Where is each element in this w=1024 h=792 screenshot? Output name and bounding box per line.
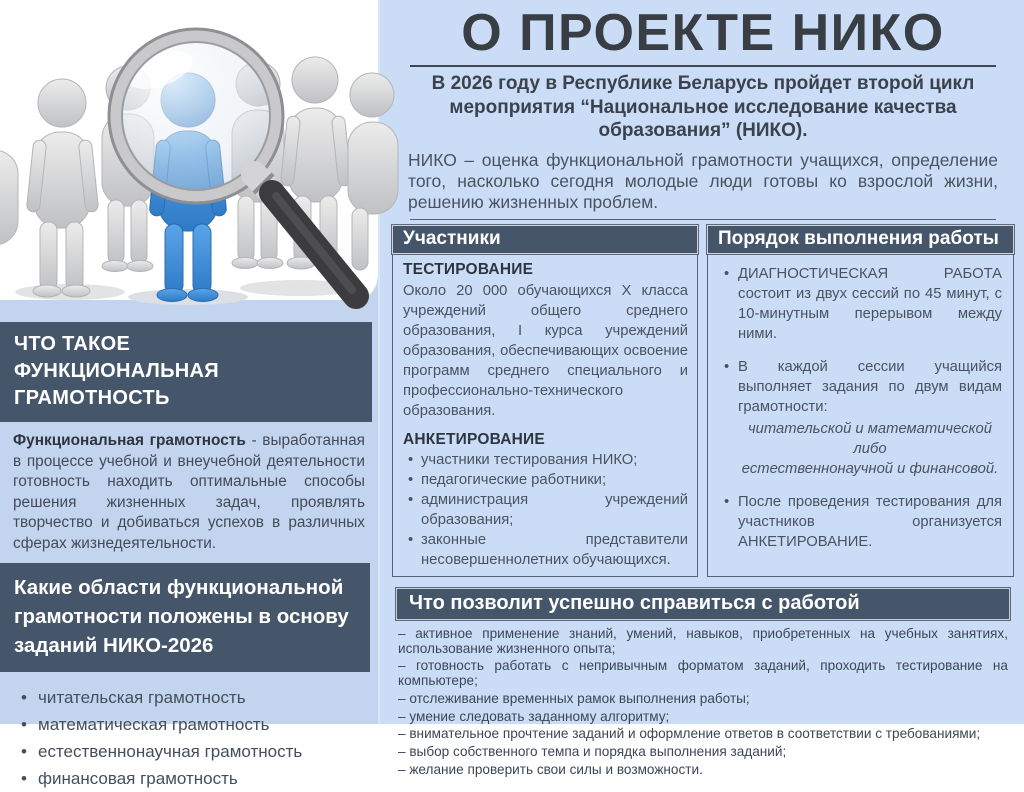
definition-rest: - выработанная в процессе учебной и внеучебной деятельности готовность находить оптимальные способы решения жизненных задач, проявлять творчество и добиваться успехов в различных сферах жизнедеятельности. — [13, 432, 365, 552]
success-section — [392, 588, 1014, 777]
procedure-panel — [707, 225, 1014, 577]
procedure-item-text: В каждой сессии учащийся выполняет задания по двум видам грамотности: — [738, 358, 1002, 415]
list-item: • ДИАГНОСТИЧЕСКАЯ РАБОТА состоит из двух сессий по 45 минут, с 10-минутным перерывом между ними. — [738, 264, 1002, 344]
survey-list — [421, 450, 688, 570]
participants-body — [392, 254, 698, 577]
sidebar — [0, 0, 378, 788]
list-item: • естественнонаучная грамотность — [38, 738, 368, 765]
definition-lead: Функциональная грамотность — [13, 432, 246, 449]
list-item — [738, 357, 1002, 479]
list-item: – внимательное прочтение заданий и оформление ответов в соответствии с требованиями; — [398, 726, 981, 742]
list-item: – умение следовать заданному алгоритму; — [398, 708, 670, 724]
list-item: • математическая грамотность — [38, 711, 368, 738]
list-item: • участники тестирования НИКО; — [421, 450, 688, 470]
participants-panel — [392, 225, 698, 577]
section-title-areas: Какие области функциональной грамотности положены в основу заданий НИКО-2026 — [0, 563, 370, 672]
list-item: • финансовая грамотность — [38, 765, 368, 792]
section-title-line: ЧТО ТАКОЕ — [14, 333, 131, 355]
list-item: • педагогические работники; — [421, 470, 688, 490]
main-content — [378, 0, 1024, 777]
section-title-line: ФУНКЦИОНАЛЬНАЯ ГРАМОТНОСТЬ — [14, 360, 219, 409]
definition-text — [0, 422, 378, 560]
intro-divider — [410, 219, 996, 220]
variant-line: либо — [853, 440, 887, 457]
participants-header: Участники — [392, 225, 698, 254]
section-title-what-is — [0, 322, 372, 422]
list-item: • законные представители несовершеннолетних обучающихся. — [421, 530, 688, 570]
survey-title: АНКЕТИРОВАНИЕ — [403, 430, 545, 448]
list-item: • После проведения тестирования для участников организуется АНКЕТИРОВАНИЕ. — [738, 492, 1002, 552]
team-magnifier-illustration — [0, 0, 378, 322]
list-item: – выбор собственного темпа и порядка выполнения заданий; — [398, 744, 787, 760]
intro-paragraph: НИКО – оценка функциональной грамотности учащихся, определение того, насколько сегодня молодые люди готовы ко взрослой жизни, решению жизненных проблем. — [408, 149, 998, 212]
procedure-header: Порядок выполнения работы — [707, 225, 1014, 254]
success-list — [398, 626, 1008, 777]
list-item: – готовность работать с непривычным форматом заданий, проходить тестирование на компьютере; — [398, 658, 1008, 689]
variant-line: естественнонаучной и финансовой. — [741, 460, 999, 477]
list-item: – отслеживание временных рамок выполнения работы; — [398, 691, 750, 707]
success-header: Что позволит успешно справиться с работой — [396, 588, 1010, 620]
title-divider — [410, 65, 996, 67]
list-item: • читательская грамотность — [38, 684, 368, 711]
procedure-body — [707, 254, 1014, 577]
list-item: • администрация учреждений образования; — [421, 490, 688, 530]
page-subtitle: В 2026 году в Республике Беларусь пройдет второй цикл мероприятия “Национальное исследование качества образования” (НИКО). — [431, 73, 975, 141]
variant-line: читательской и математической — [747, 420, 993, 437]
literacy-variants — [738, 419, 1002, 479]
testing-title: ТЕСТИРОВАНИЕ — [403, 260, 534, 278]
list-item: – желание проверить свои силы и возможности. — [398, 761, 703, 777]
procedure-list — [738, 264, 1002, 552]
testing-text: Около 20 000 обучающихся X класса учреждений общего среднего образования, I курса учреждений образования, обеспечивающих освоение программ среднего специального и профессионально-технического образования. — [403, 282, 688, 419]
list-item: – активное применение знаний, умений, навыков, приобретенных на учебных занятиях, использование жизненного опыта; — [398, 625, 1008, 656]
literacy-areas-list — [38, 684, 368, 792]
page-title: О ПРОЕКТЕ НИКО — [461, 4, 945, 62]
info-panels — [392, 225, 1014, 577]
